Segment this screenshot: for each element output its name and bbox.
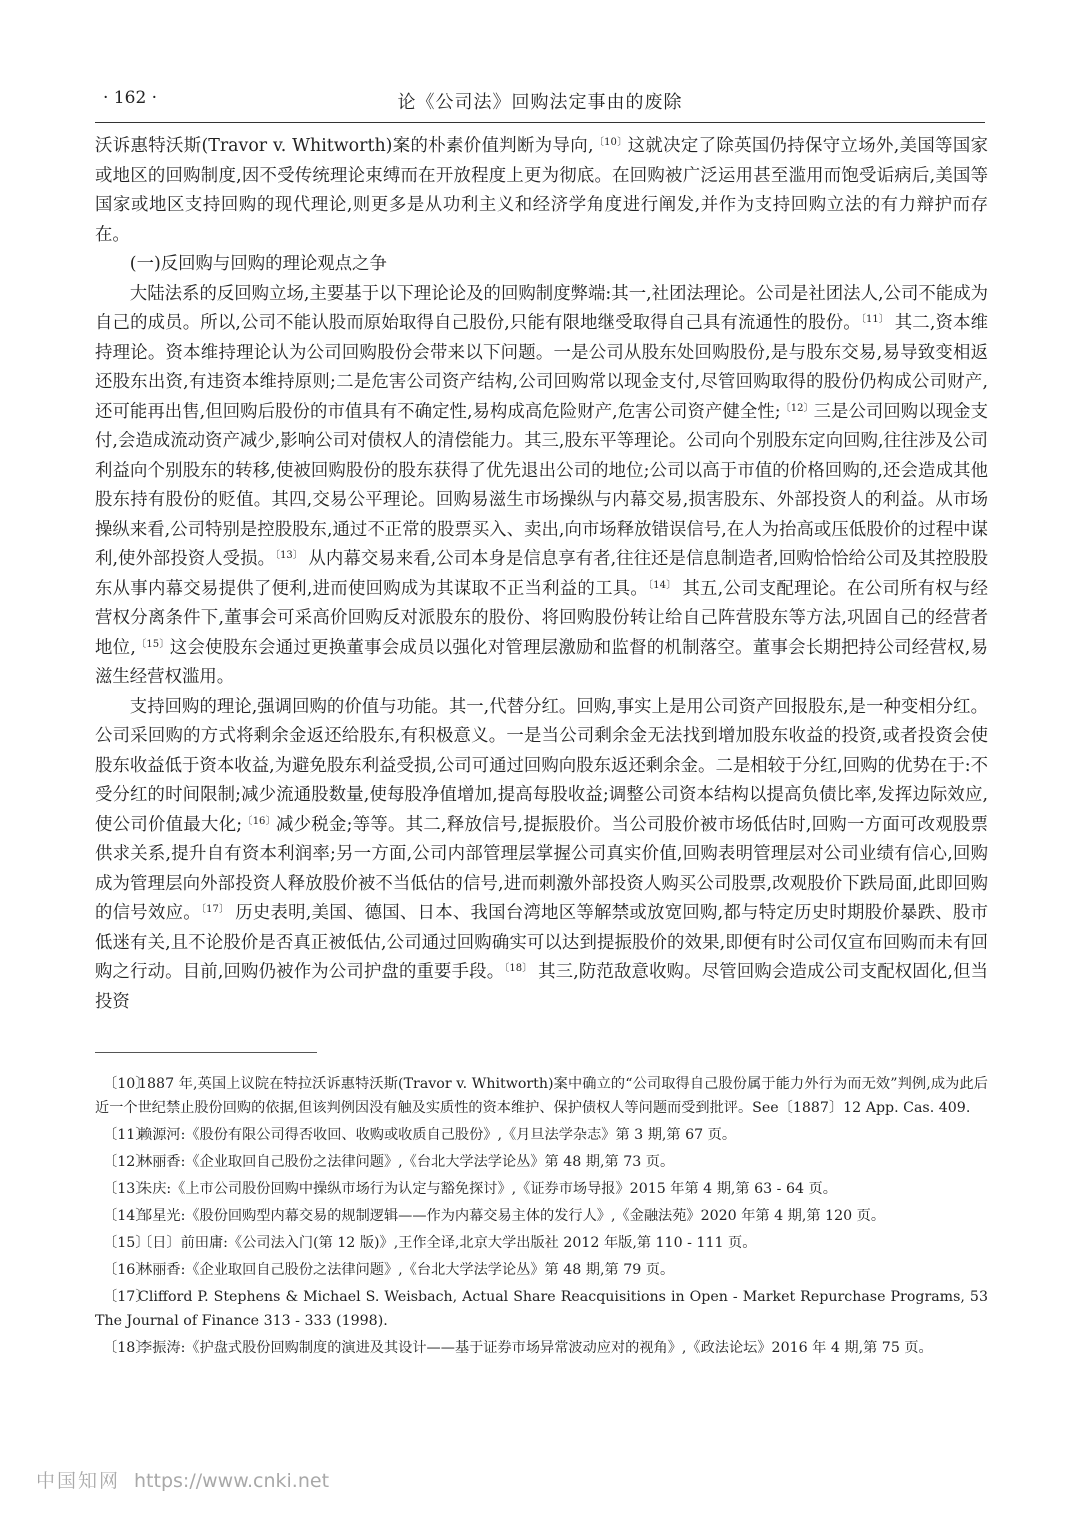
footnote-number: 〔14〕 (103, 1208, 150, 1224)
footnote-14 (95, 1204, 988, 1228)
header-rule (95, 122, 985, 123)
footnote-number: 〔16〕 (103, 1262, 150, 1278)
paragraph-3 (95, 693, 988, 1018)
text-run: 其二,资本维持理论。资本维持理论认为公司回购股份会带来以下问题。一是公司从股东处回购股份,是与股东交易,易导致变相返还股东出资,有违资本维持原则;二是危害公司资产结构,公司回购常以现金支付,尽管回购取得的股份仍构成公司财产,还可能再出售,但回购后股份的市值具有不确定性,易构成高危险财产,危害公司资产健全性; (95, 313, 989, 422)
footnote-text: 1887 年,英国上议院在特拉沃诉惠特沃斯(Travor v. Whitworth)案中确立的“公司取得自己股份属于能力外行为而无效”判例,成为此后近一个世纪禁止股份回购的依据,但该判例因没有触及实质性的资本维护、保护债权人等问题而受到批评。See〔1887〕12 App. Cas. 409. (95, 1076, 988, 1116)
footnote-text: 朱庆:《上市公司股份回购中操纵市场行为认定与豁免探讨》,《证券市场导报》2015 年第 4 期,第 63 - 64 页。 (138, 1181, 837, 1197)
footnote-number: 〔11〕 (103, 1127, 150, 1143)
text-run: 三是公司回购以现金支付,会造成流动资产减少,影响公司对债权人的清偿能力。其三,股东平等理论。公司向个别股东定向回购,往往涉及公司利益向个别股东的转移,使被回购股份的股东获得了优先退出公司的地位;公司以高于市值的价格回购的,还会造成其他股东持有股份的贬值。其四,交易公平理论。回购易滋生市场操纵与内幕交易,损害股东、外部投资人的利益。从市场操纵来看,公司特别是控股股东,通过不正常的股票买入、卖出,向市场释放错误信号,在人为抬高或压低股价的过程中谋利,使外部投资人受损。 (95, 401, 988, 569)
section-heading: (一)反回购与回购的理论观点之争 (129, 254, 387, 274)
cnki-watermark (36, 1466, 329, 1493)
cnki-logo: 中国知网 (36, 1470, 121, 1492)
footnote-number: 〔10〕 (103, 1076, 150, 1092)
footnote-ref-11[interactable]: 〔11〕 (860, 314, 890, 325)
footnote-text: 李振涛:《护盘式股份回购制度的演进及其设计——基于证券市场异常波动应对的视角》,《政法论坛》2016 年 4 期,第 75 页。 (138, 1340, 933, 1356)
text-run: 其五,公司支配理论。在公司所有权与经营权分离条件下,董事会可采高价回购反对派股东的股份、将回购股份转让给自己阵营股东等方法,巩固自己的经营者地位, (95, 578, 988, 658)
text-run: 这会使股东会通过更换董事会成员以强化对管理层激励和监督的机制落空。董事会长期把持公司经营权,易滋生经营权滥用。 (95, 637, 988, 687)
footnote-number: 〔17〕 (103, 1289, 150, 1305)
text-run: 其三,防范敌意收购。尽管回购会造成公司支配权固化,但当投资 (95, 962, 989, 1012)
text-run: 这就决定了除英国仍持保守立场外,美国等国家或地区的回购制度,因不受传统理论束缚而在开放程度上更为彻底。在回购被广泛运用甚至滥用而饱受诟病后,美国等国家或地区支持回购的现代理论,则更多是从功利主义和经济学角度进行阐发,并作为支持回购立法的有力辩护而存在。 (95, 136, 988, 245)
footnote-17 (95, 1285, 988, 1333)
text-run: 历史表明,美国、德国、日本、我国台湾地区等解禁或放宽回购,都与特定历史时期股价暴跌、股市低迷有关,且不论股价是否真正被低估,公司通过回购确实可以达到提振股价的效果,即便有时公司仅宣布回购而未有回购之行动。目前,回购仍被作为公司护盘的重要手段。 (95, 903, 988, 982)
paragraph-1 (95, 132, 988, 250)
footnote-number: 〔12〕 (103, 1154, 150, 1170)
text-run: 从内幕交易来看,公司本身是信息享有者,往往还是信息制造者,回购恰恰给公司及其控股股东从事内幕交易提供了便利,进而使回购成为其谋取不正当利益的工具。 (95, 549, 988, 599)
main-text (95, 132, 988, 1017)
footnote-10 (95, 1072, 988, 1120)
paragraph-2 (95, 280, 988, 693)
footnote-12 (95, 1150, 988, 1174)
footnote-text: 〔日〕前田庸:《公司法入门(第 12 版)》,王作全译,北京大学出版社 2012 年版,第 110 - 111 页。 (138, 1235, 757, 1251)
footnote-ref-15[interactable]: 〔15〕 (135, 638, 170, 650)
footnote-ref-13[interactable]: 〔13〕 (275, 550, 303, 561)
footnote-number: 〔13〕 (103, 1181, 150, 1197)
footnote-text: 邹星光:《股份回购型内幕交易的规制逻辑——作为内幕交易主体的发行人》,《金融法苑》2020 年第 4 期,第 120 页。 (138, 1208, 886, 1224)
text-run: 支持回购的理论,强调回购的价值与功能。其一,代替分红。回购,事实上是用公司资产回报股东,是一种变相分红。公司采回购的方式将剩余金返还给股东,有积极意义。一是当公司剩余金无法找到增加股东收益的投资,或者投资会使股东收益低于资本收益,为避免股东利益受损,公司可通过回购向股东返还剩余金。二是相较于分红,回购的优势在于:不受分红的时间限制;减少流通股数量,使每股净值增加,提高每股收益;调整公司资本结构以提高负债比率,发挥边际效应,使公司价值最大化; (95, 696, 988, 835)
footnote-rule (95, 1052, 317, 1053)
footnote-number: 〔15〕 (103, 1235, 150, 1251)
footnote-18 (95, 1336, 988, 1360)
footnote-number: 〔18〕 (103, 1340, 150, 1356)
footnote-text: Clifford P. Stephens & Michael S. Weisbach, Actual Share Reacquisitions in Open - Market Repurchase Programs, 53 The Journal of Finance 313 - 333 (1998). (95, 1289, 988, 1329)
footnote-13 (95, 1177, 988, 1201)
footnote-text: 林丽香:《企业取回自己股份之法律问题》,《台北大学法学论丛》第 48 期,第 79 页。 (138, 1262, 675, 1278)
footnote-text: 林丽香:《企业取回自己股份之法律问题》,《台北大学法学论丛》第 48 期,第 73 页。 (138, 1154, 675, 1170)
footnote-ref-17[interactable]: 〔17〕 (200, 904, 230, 915)
footnote-ref-10[interactable]: 〔10〕 (593, 137, 628, 148)
page-number: · 162 · (103, 88, 158, 108)
footnotes (95, 1072, 988, 1363)
footnote-11 (95, 1123, 988, 1147)
footnote-16 (95, 1258, 988, 1282)
footnote-ref-12[interactable]: 〔12〕 (780, 402, 814, 414)
footnote-ref-16[interactable]: 〔16〕 (242, 815, 276, 827)
cnki-url[interactable]: https://www.cnki.net (134, 1470, 330, 1492)
text-run: 沃诉惠特沃斯(Travor v. Whitworth)案的朴素价值判断为导向, (95, 136, 594, 156)
text-run: 减少税金;等等。其二,释放信号,提振股价。当公司股价被市场低估时,回购一方面可改观股票供求关系,提升自有资本利润率;另一方面,公司内部管理层掌握公司真实价值,回购表明管理层对公司业绩有信心,回购成为管理层向外部投资人释放股价被不当低估的信号,进而刺激外部投资人购买公司股票,改观股价下跌局面,此即回购的信号效应。 (95, 814, 988, 923)
running-title: 论《公司法》回购法定事由的废除 (397, 92, 683, 113)
footnote-text: 赖源河:《股份有限公司得否收回、收购或收质自己股份》,《月旦法学杂志》第 3 期,第 67 页。 (138, 1127, 737, 1143)
footnote-15 (95, 1231, 988, 1255)
footnote-ref-18[interactable]: 〔18〕 (504, 963, 533, 974)
page-header (95, 88, 985, 120)
text-run: 大陆法系的反回购立场,主要基于以下理论论及的回购制度弊端:其一,社团法理论。公司是社团法人,公司不能成为自己的成员。所以,公司不能认股而原始取得自己股份,只能有限地继受取得自己具有流通性的股份。 (95, 283, 988, 333)
footnote-ref-14[interactable]: 〔14〕 (648, 579, 677, 591)
